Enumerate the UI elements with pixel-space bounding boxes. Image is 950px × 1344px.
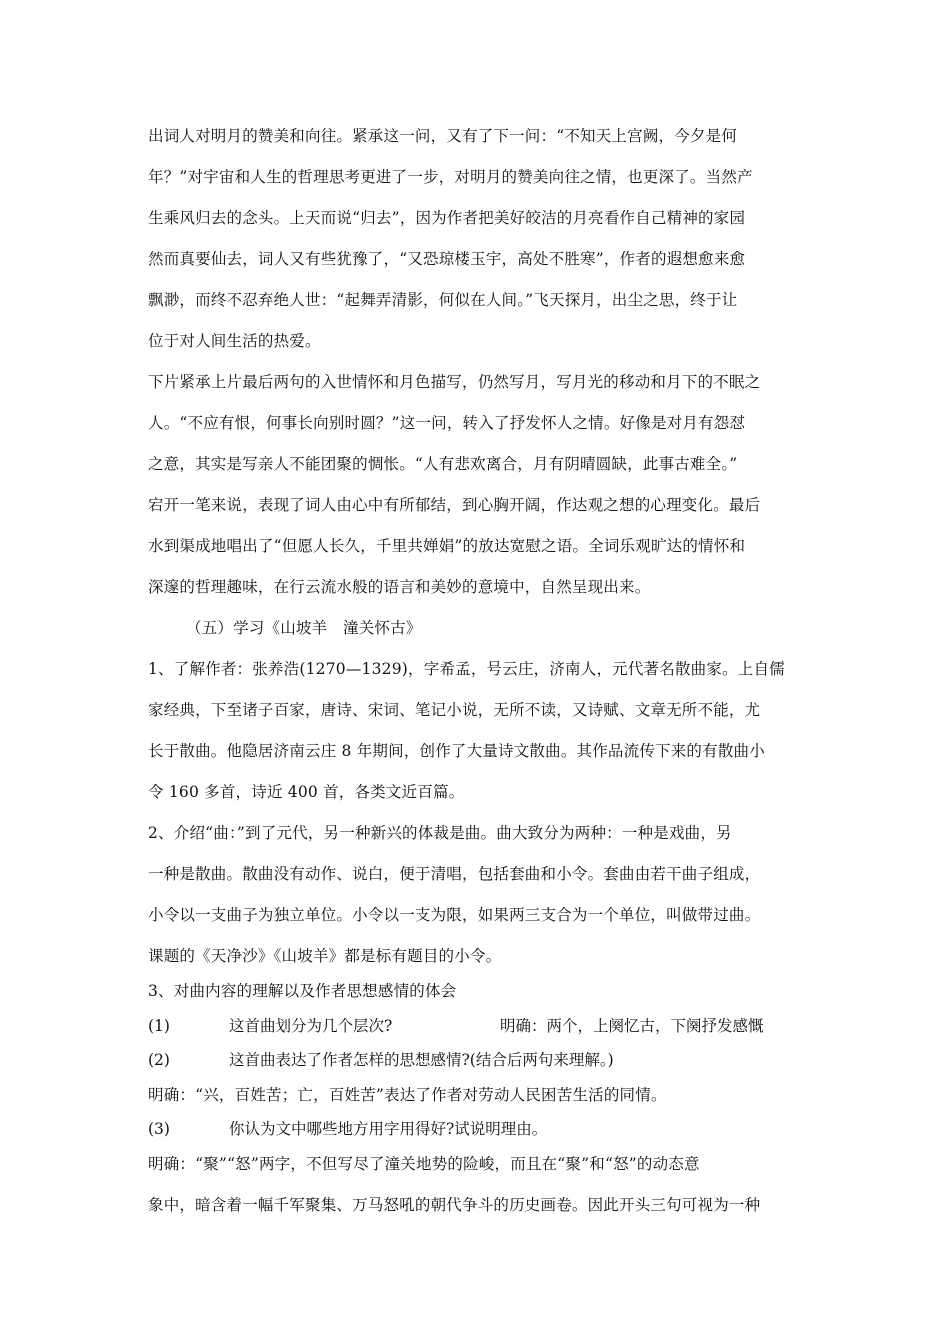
- paragraph-line: 宕开一笔来说，表现了词人由心中有所郁结，到心胸开阔，作达观之想的心理变化。最后: [148, 496, 761, 514]
- item-line: 一种是散曲。散曲没有动作、说白，便于清唱，包括套曲和小令。套曲由若干曲子组成，: [148, 865, 761, 883]
- question-number: (3): [148, 1120, 170, 1138]
- item-line: 课题的《天净沙》《山坡羊》都是标有题目的小令。: [148, 947, 502, 965]
- item-line: 1、了解作者：张养浩(1270—1329)，字希孟，号云庄，济南人，元代著名散曲家。上自儒: [148, 660, 785, 678]
- question-text: 这首曲划分为几个层次?: [229, 1017, 393, 1035]
- item-line: 2、介绍“曲：”到了元代，另一种新兴的体裁是曲。曲大致分为两种：一种是戏曲，另: [148, 824, 732, 842]
- question-number: (2): [148, 1051, 170, 1069]
- paragraph-line: 然而真要仙去，词人又有些犹豫了，“又恐琼楼玉宇，高处不胜寒”，作者的遐想愈来愈: [148, 250, 746, 268]
- paragraph-line: 年？”对宇宙和人生的哲理思考更进了一步，对明月的赞美向往之情，也更深了。当然产: [148, 168, 753, 186]
- item-line: 小令以一支曲子为独立单位。小令以一支为限，如果两三支合为一个单位，叫做带过曲。: [148, 906, 761, 924]
- question-text: 这首曲表达了作者怎样的思想感情?(结合后两句来理解。): [229, 1051, 614, 1069]
- question-text: 你认为文中哪些地方用字用得好?试说明理由。: [229, 1120, 548, 1138]
- paragraph-line: 生乘风归去的念头。上天而说“归去”，因为作者把美好皎洁的月亮看作自己精神的家园: [148, 209, 746, 227]
- question-answer: 象中，暗含着一幅千军聚集、万马怒吼的朝代争斗的历史画卷。因此开头三句可视为一种: [148, 1196, 761, 1214]
- paragraph-line: 深邃的哲理趣味，在行云流水般的语言和美妙的意境中，自然呈现出来。: [148, 578, 651, 596]
- paragraph-line: 下片紧承上片最后两句的入世情怀和月色描写，仍然写月，写月光的移动和月下的不眠之: [148, 373, 761, 391]
- paragraph-line: 水到渠成地唱出了“但愿人长久，千里共婵娟”的放达宽慰之语。全词乐观旷达的情怀和: [148, 537, 746, 555]
- question-answer: 明确：“聚”“怒”两字，不但写尽了潼关地势的险峻，而且在“聚”和“怒”的动态意: [148, 1155, 700, 1173]
- paragraph-line: 出词人对明月的赞美和向往。紧承这一问，又有了下一问：“不知天上宫阙，今夕是何: [148, 127, 738, 145]
- paragraph-line: 人。“不应有恨，何事长向别时圆？”这一问，转入了抒发怀人之情。好像是对月有怨怼: [148, 414, 746, 432]
- section-heading: （五）学习《山坡羊 潼关怀古》: [186, 619, 422, 637]
- item-line: 令 160 多首，诗近 400 首，各类文近百篇。: [148, 783, 465, 801]
- item-line: 家经典，下至诸子百家，唐诗、宋词、笔记小说，无所不读，又诗赋、文章无所不能，尤: [148, 701, 761, 719]
- question-number: (1): [148, 1017, 170, 1035]
- item3-title: 3、对曲内容的理解以及作者思想感情的体会: [148, 982, 457, 1000]
- paragraph-line: 位于对人间生活的热爱。: [148, 332, 321, 350]
- paragraph-line: 飘渺，而终不忍弃绝人世：“起舞弄清影，何似在人间。”飞天探月，出尘之思，终于让: [148, 291, 738, 309]
- question-answer: 明确：“兴，百姓苦；亡，百姓苦”表达了作者对劳动人民困苦生活的同情。: [148, 1086, 667, 1104]
- paragraph-line: 之意，其实是写亲人不能团聚的惆怅。“人有悲欢离合，月有阴晴圆缺，此事古难全。”: [148, 455, 738, 473]
- question-answer: 明确：两个，上阕忆古，下阕抒发感慨: [500, 1017, 764, 1035]
- item-line: 长于散曲。他隐居济南云庄 8 年期间，创作了大量诗文散曲。其作品流传下来的有散曲小: [148, 742, 765, 760]
